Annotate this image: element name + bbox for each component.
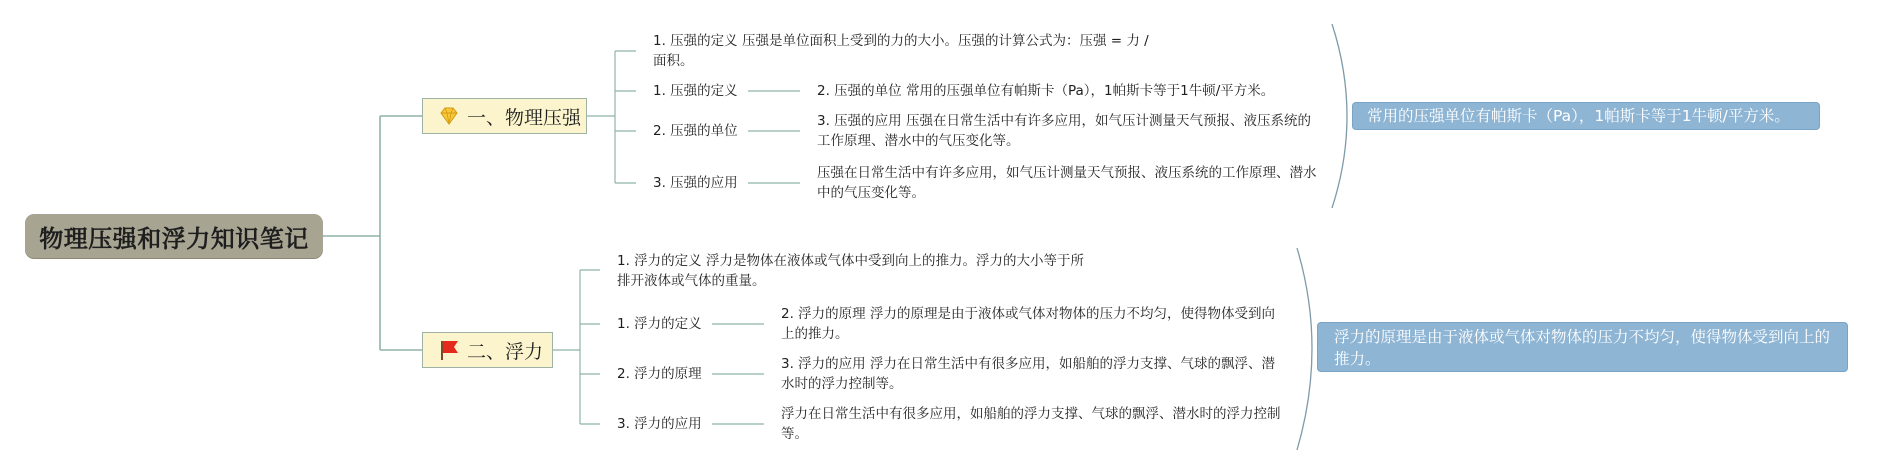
root-topic[interactable] (25, 214, 323, 258)
pressure-item-detail: 2. 压强的单位 常用的压强单位有帕斯卡（Pa），1帕斯卡等于1牛顿/平方米。 (817, 83, 1275, 99)
buoyancy-callout-text: 浮力的原理是由于液体或气体对物体的压力不均匀，使得物体受到向上的推力。 (1334, 328, 1831, 368)
pressure-callout (1352, 102, 1820, 130)
buoyancy-callout (1317, 322, 1848, 372)
pressure-item-label[interactable]: 2. 压强的单位 (653, 123, 738, 139)
pressure-item-label[interactable]: 1. 压强的定义 (653, 83, 738, 99)
branch-pressure-label: 一、物理压强 (467, 106, 582, 129)
buoyancy-item-detail: 3. 浮力的应用 浮力在日常生活中有很多应用，如船舶的浮力支撑、气球的飘浮、潜水时的浮力控制等。 (781, 356, 1275, 392)
buoyancy-item-label[interactable]: 2. 浮力的原理 (617, 366, 702, 382)
branch-buoyancy-label: 二、浮力 (467, 340, 544, 363)
root-topic-label: 物理压强和浮力知识笔记 (39, 224, 309, 253)
buoyancy-item-label[interactable]: 1. 浮力的定义 (617, 316, 702, 332)
gem-icon (437, 105, 461, 127)
pressure-item-detail: 压强在日常生活中有许多应用，如气压计测量天气预报、液压系统的工作原理、潜水中的气压变化等。 (817, 165, 1317, 201)
buoyancy-item-label[interactable]: 3. 浮力的应用 (617, 416, 702, 432)
buoyancy-item-detail: 浮力在日常生活中有很多应用，如船舶的浮力支撑、气球的飘浮、潜水时的浮力控制等。 (781, 406, 1281, 442)
buoyancy-summary: 1. 浮力的定义 浮力是物体在液体或气体中受到向上的推力。浮力的大小等于所排开液体或气体的重量。 (617, 253, 1084, 289)
branch-pressure[interactable] (422, 98, 587, 134)
pressure-item-detail: 3. 压强的应用 压强在日常生活中有许多应用，如气压计测量天气预报、液压系统的工作原理、潜水中的气压变化等。 (817, 113, 1311, 149)
pressure-callout-text: 常用的压强单位有帕斯卡（Pa），1帕斯卡等于1牛顿/平方米。 (1367, 107, 1790, 125)
red-flag-icon (437, 339, 461, 361)
buoyancy-item-detail: 2. 浮力的原理 浮力的原理是由于液体或气体对物体的压力不均匀，使得物体受到向上的推力。 (781, 306, 1275, 342)
pressure-item-label[interactable]: 3. 压强的应用 (653, 175, 738, 191)
branch-buoyancy[interactable] (422, 332, 553, 368)
pressure-summary: 1. 压强的定义 压强是单位面积上受到的力的大小。压强的计算公式为：压强 = 力 / 面积。 (653, 33, 1149, 69)
